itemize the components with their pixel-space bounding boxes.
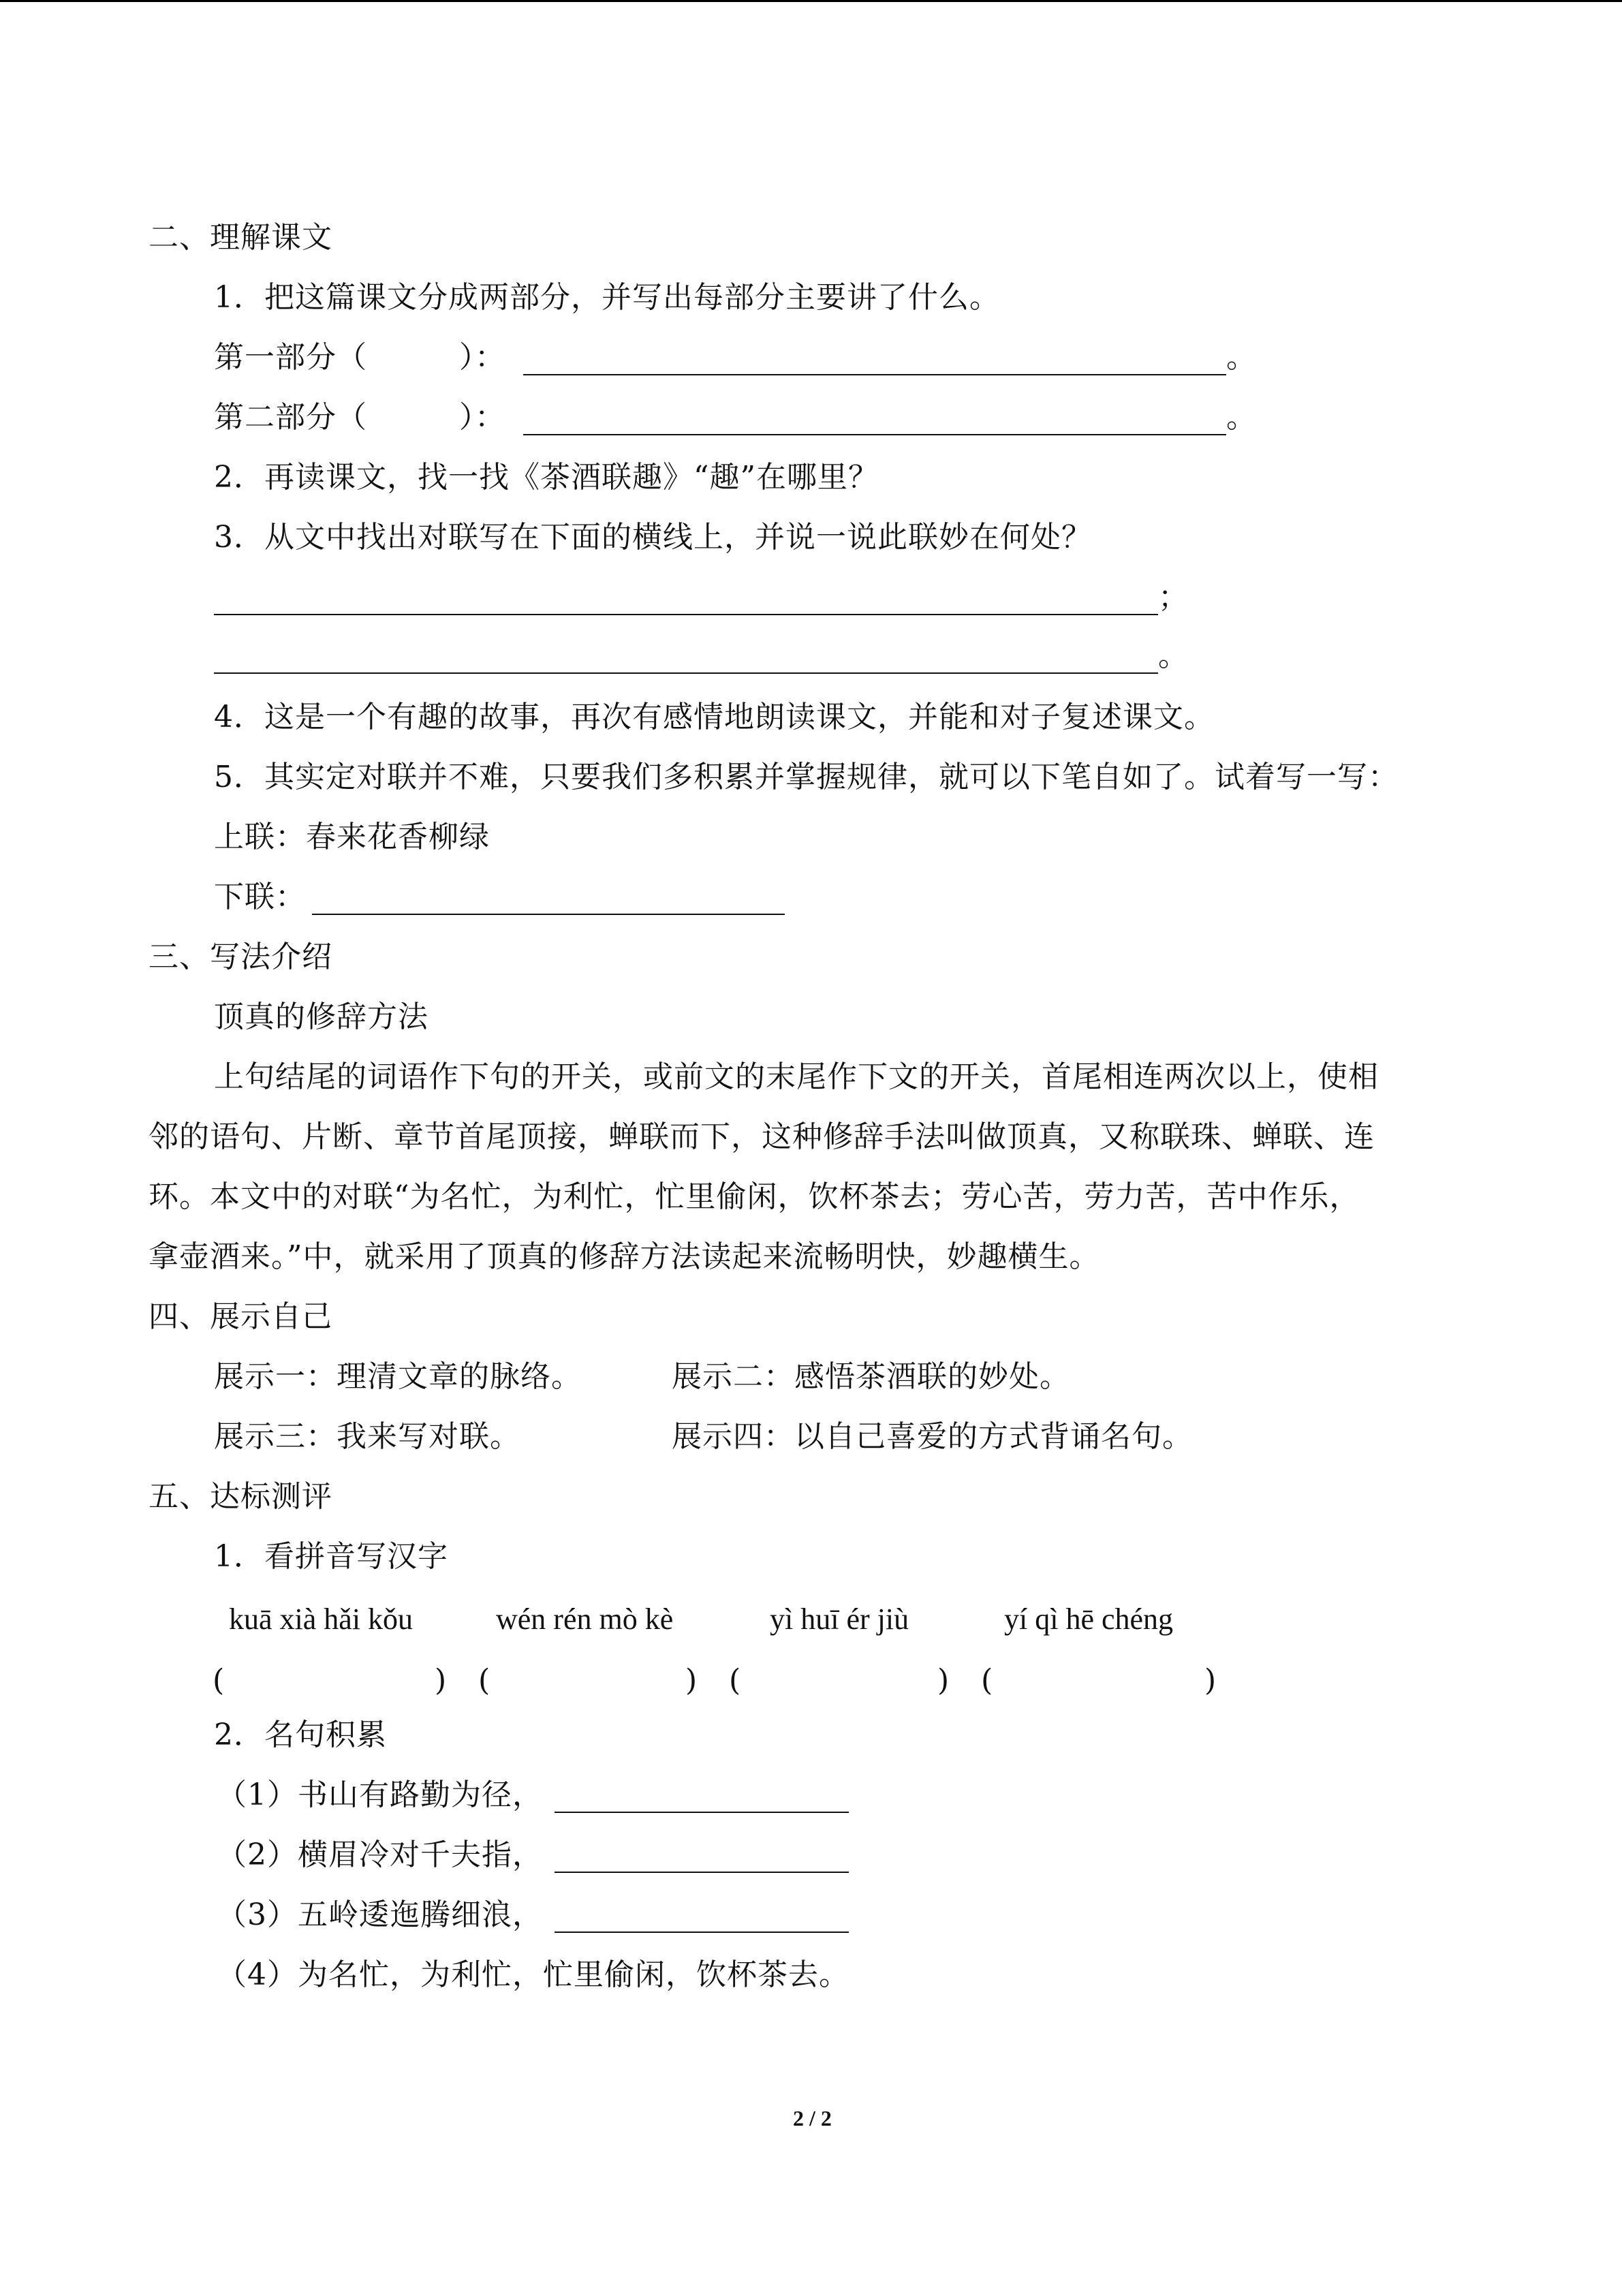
answer-paren-close: ) xyxy=(937,1663,950,1698)
show-item-3: 展示三：我来写对联。 xyxy=(214,1419,520,1454)
quote-item-3: （3）五岭逶迤腾细浪， xyxy=(217,1897,543,1932)
pinyin-item: yí qì hē chéng xyxy=(1004,1602,1174,1636)
answer-paren-open: ( xyxy=(981,1663,993,1698)
quote-answer-line-3[interactable] xyxy=(555,1932,849,1933)
couplet-period: 。 xyxy=(1158,638,1189,673)
answer-paren-open: ( xyxy=(213,1663,225,1698)
answer-paren-close: ) xyxy=(435,1663,447,1698)
answer-paren-open: ( xyxy=(729,1663,741,1698)
quote-item-4: （4）为名忙，为利忙，忙里偷闲，饮杯茶去。 xyxy=(217,1957,849,1992)
question-4: 4．这是一个有趣的故事，再次有感情地朗读课文，并能和对子复述课文。 xyxy=(214,700,1215,734)
question-5: 5．其实定对联并不难，只要我们多积累并掌握规律，就可以下笔自如了。试着写一写： xyxy=(214,760,1399,794)
quote-answer-line-1[interactable] xyxy=(555,1812,849,1813)
part-two-period: 。 xyxy=(1226,400,1257,435)
famous-quotes-question: 2．名句积累 xyxy=(214,1718,387,1752)
pinyin-question: 1．看拼音写汉字 xyxy=(214,1539,448,1574)
question-3: 3．从文中找出对联写在下面的横线上，并说一说此联妙在何处？ xyxy=(214,520,1092,555)
rhetoric-paragraph-line-4: 拿壶酒来。”中，就采用了顶真的修辞方法读起来流畅明快，妙趣横生。 xyxy=(149,1239,1100,1274)
section-heading-writing-method: 三、写法介绍 xyxy=(149,940,332,974)
show-item-4: 展示四：以自己喜爱的方式背诵名句。 xyxy=(672,1419,1193,1454)
quote-item-1: （1）书山有路勤为径， xyxy=(217,1778,543,1812)
show-item-1: 展示一：理清文章的脉络。 xyxy=(214,1359,582,1394)
rhetoric-paragraph-line-2: 邻的语句、片断、章节首尾顶接，蝉联而下，这种修辞手法叫做顶真，又称联珠、蝉联、连 xyxy=(149,1119,1375,1154)
section-heading-understand: 二、理解课文 xyxy=(149,220,332,255)
rhetoric-subtitle: 顶真的修辞方法 xyxy=(214,999,428,1034)
pinyin-item: wén rén mò kè xyxy=(496,1602,674,1636)
page-number: 2 / 2 xyxy=(793,2106,832,2130)
section-heading-assessment: 五、达标测评 xyxy=(149,1479,332,1514)
rhetoric-paragraph-line-1: 上句结尾的词语作下句的开关，或前文的末尾作下文的开关，首尾相连两次以上，使相 xyxy=(214,1059,1379,1094)
quote-item-2: （2）横眉冷对千夫指， xyxy=(217,1837,543,1872)
part-two-answer-line[interactable] xyxy=(523,434,1226,435)
answer-paren-open: ( xyxy=(478,1663,490,1698)
part-one-answer-line[interactable] xyxy=(523,374,1226,375)
lower-couplet-label: 下联： xyxy=(214,880,306,914)
question-1: 1．把这篇课文分成两部分，并写出每部分主要讲了什么。 xyxy=(214,280,1000,315)
couplet-answer-line-2[interactable] xyxy=(214,672,1158,674)
pinyin-item: yì huī ér jiù xyxy=(770,1602,909,1636)
rhetoric-paragraph-line-3: 环。本文中的对联“为名忙，为利忙，忙里偷闲，饮杯茶去；劳心苦，劳力苦，苦中作乐， xyxy=(149,1179,1360,1214)
part-two-label: 第二部分（ ）： xyxy=(214,400,505,435)
section-heading-show-yourself: 四、展示自己 xyxy=(149,1299,332,1334)
lower-couplet-answer-line[interactable] xyxy=(312,914,785,915)
part-one-label: 第一部分（ ）： xyxy=(214,340,505,375)
quote-answer-line-2[interactable] xyxy=(555,1872,849,1873)
pinyin-item: kuā xià hǎi kǒu xyxy=(229,1602,414,1636)
question-2: 2．再读课文，找一找《茶酒联趣》“趣”在哪里？ xyxy=(214,460,879,495)
answer-paren-close: ) xyxy=(1204,1663,1217,1698)
couplet-semicolon: ； xyxy=(1158,580,1189,615)
answer-paren-close: ) xyxy=(685,1663,698,1698)
upper-couplet: 上联：春来花香柳绿 xyxy=(214,820,490,854)
show-item-2: 展示二：感悟茶酒联的妙处。 xyxy=(672,1359,1070,1394)
part-one-period: 。 xyxy=(1226,340,1257,375)
couplet-answer-line-1[interactable] xyxy=(214,614,1158,615)
